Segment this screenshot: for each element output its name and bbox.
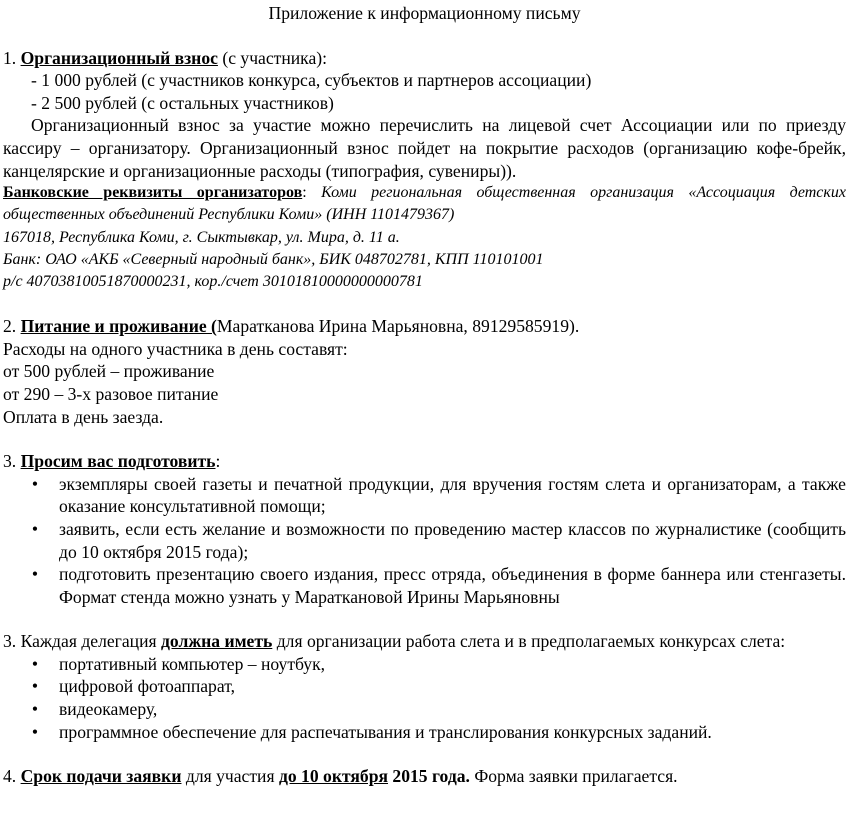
fee-paragraph: Организационный взнос за участие можно перечислить на лицевой счет Ассоциации или по приезду кассиру – организатору. Организационный взнос пойдет на покрытие расходов (организацию кофе-брейк, канцелярские и организационные расходы (типография, сувениры)). (3, 115, 846, 181)
cost-line-2: от 500 рублей – проживание (3, 361, 215, 382)
fee-line-1: - 1 000 рублей (с участников конкурса, субъектов и партнеров ассоциации) (31, 70, 592, 91)
section-equipment-heading: должна иметь (161, 631, 273, 652)
bank-details-org: Коми региональная общественная организация «Ассоциация детских общественных объединений Республики Коми» (ИНН 1101479367) (3, 184, 846, 224)
list-item-text: экземпляры своей газеты и печатной продукции, для вручения гостям слета и организаторам, а также оказание консультативной помощи; (59, 473, 846, 517)
bank-details-address: 167018, Республика Коми, г. Сыктывкар, ул. Мира, д. 11 а. (3, 228, 400, 246)
list-item-text: цифровой фотоаппарат, (59, 676, 235, 697)
prepare-list (3, 473, 846, 609)
bullet-icon: • (31, 676, 39, 697)
section-number: 2. (3, 316, 21, 337)
list-item-text: заявить, если есть желание и возможности по проведению мастер классов по журналистике (сообщить до 10 октября 2015 года); (59, 518, 846, 562)
section-prepare (3, 450, 846, 608)
spacer (3, 608, 846, 630)
section-accommodation-contact: Маратканова Ирина Марьяновна, 89129585919). (216, 316, 580, 337)
list-item-text: портативный компьютер – ноутбук, (59, 653, 326, 674)
list-item (3, 675, 846, 698)
bank-details-intro (3, 182, 846, 226)
bullet-icon: • (31, 564, 39, 585)
list-item (3, 473, 846, 518)
deadline-tail: Форма заявки прилагается. (469, 766, 678, 787)
section-fee-heading-suffix: (с участника): (217, 47, 328, 68)
fee-line-2: - 2 500 рублей (с остальных участников) (31, 92, 334, 113)
section-deadline (3, 765, 846, 788)
section-fee-heading: Организационный взнос (20, 47, 218, 68)
section-fee-heading-line (3, 47, 846, 70)
equipment-list (3, 653, 846, 743)
section-equipment-heading-line (3, 630, 846, 653)
section-accommodation-heading: Питание и проживание ( (20, 316, 217, 337)
list-item (3, 721, 846, 744)
spacer (3, 293, 846, 315)
list-item-text: подготовить презентацию своего издания, пресс отряда, объединения в форме баннера или стенгазеты. Формат стенда можно узнать у Мараткановой Ирины Марьяновны (59, 564, 846, 607)
deadline-mid: для участия (181, 766, 279, 787)
list-item (3, 563, 846, 608)
deadline-line (3, 765, 846, 788)
section-fee (3, 47, 846, 294)
bank-details-bank: Банк: ОАО «АКБ «Северный народный банк», БИК 048702781, КПП 110101001 (3, 250, 544, 268)
section-prepare-heading-line (3, 450, 846, 473)
section-accommodation-heading-line (3, 315, 846, 338)
bank-details-colon: : (302, 184, 322, 202)
list-item (3, 653, 846, 676)
section-prepare-heading: Просим вас подготовить (20, 451, 216, 472)
section-equipment-suffix: для организации работа слета и в предполагаемых конкурсах слета: (272, 631, 786, 652)
bullet-icon: • (31, 518, 39, 539)
section-deadline-heading: Срок подачи заявки (20, 766, 182, 787)
cost-line-3: от 290 – 3-х разовое питание (3, 383, 219, 404)
section-number: 3. (3, 451, 21, 472)
section-prepare-colon: : (215, 451, 221, 472)
spacer (3, 428, 846, 450)
cost-line-4: Оплата в день заезда. (3, 406, 164, 427)
list-item-text: программное обеспечение для распечатывания и транслирования конкурсных заданий. (59, 721, 712, 742)
section-number: 1. (3, 47, 21, 68)
cost-line-1: Расходы на одного участника в день составят: (3, 338, 348, 359)
bullet-icon: • (31, 699, 39, 720)
deadline-year: 2015 года. (388, 766, 470, 787)
list-item (3, 698, 846, 721)
bank-details-label: Банковские реквизиты организаторов (3, 184, 303, 202)
bank-details (3, 182, 846, 293)
document-title: Приложение к информационному письму (268, 3, 581, 23)
list-item-text: видеокамеру, (59, 699, 158, 720)
bullet-icon: • (31, 473, 39, 494)
list-item (3, 518, 846, 563)
bullet-icon: • (31, 653, 39, 674)
spacer (3, 743, 846, 765)
bank-details-account: р/с 40703810051870000231, кор./счет 30101810000000000781 (3, 272, 423, 290)
section-number: 4. (3, 766, 21, 787)
deadline-date: до 10 октября (278, 766, 389, 787)
section-equipment (3, 630, 846, 743)
bullet-icon: • (31, 721, 39, 742)
section-accommodation (3, 315, 846, 428)
section-equipment-intro: 3. Каждая делегация (3, 631, 162, 652)
